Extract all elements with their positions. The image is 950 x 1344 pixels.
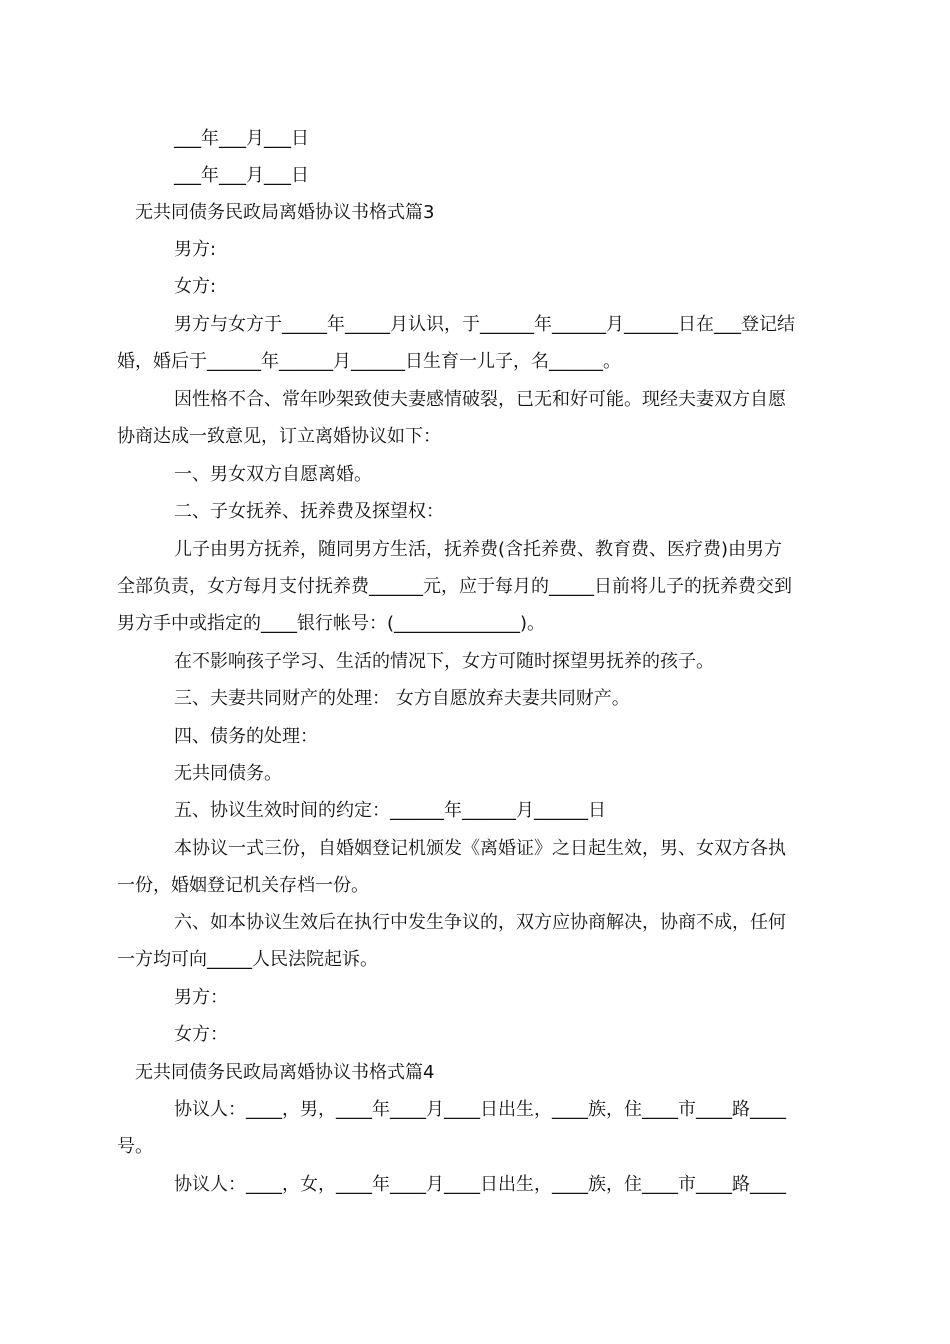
man-label: 男方: xyxy=(174,239,217,260)
custody-line-3: 男方手中或指定的____银行帐号：(______________)。 xyxy=(117,613,546,634)
paragraph-marriage-line-2: 婚，婚后于______年______月______日生育一儿子，名______。 xyxy=(117,351,621,372)
visitation-line: 在不影响孩子学习、生活的情况下，女方可随时探望男抚养的孩子。 xyxy=(174,651,714,672)
paragraph-marriage-line-1: 男方与女方于_____年_____月认识，于______年______月______日在___登记结 xyxy=(174,314,795,335)
party-1-line-1: 协议人：____，男，____年____月____日出生，____族，住____市____路____ xyxy=(174,1099,786,1120)
date-line-1: ___年___月___日 xyxy=(174,128,309,149)
no-debt-line: 无共同债务。 xyxy=(174,763,282,784)
clause-4-heading: 四、债务的处理： xyxy=(174,726,318,747)
section-heading-3: 无共同债务民政局离婚协议书格式篇3 xyxy=(135,202,435,223)
paragraph-reason-line-2: 协商达成一致意见，订立离婚协议如下： xyxy=(117,426,441,447)
man-signature-label: 男方： xyxy=(174,987,228,1008)
copies-line-2: 一份，婚姻登记机关存档一份。 xyxy=(117,875,369,896)
woman-label: 女方: xyxy=(174,276,217,297)
clause-3: 三、夫妻共同财产的处理： 女方自愿放弃夫妻共同财产。 xyxy=(174,688,630,709)
section-heading-4: 无共同债务民政局离婚协议书格式篇4 xyxy=(135,1062,435,1083)
woman-signature-label: 女方： xyxy=(174,1024,228,1045)
party-2-line-1: 协议人：____，女，____年____月____日出生，____族，住____市____路____ xyxy=(174,1174,786,1195)
clause-6-line-2: 一方均可向_____人民法院起诉。 xyxy=(117,949,378,970)
party-1-line-2: 号。 xyxy=(117,1136,153,1157)
copies-line-1: 本协议一式三份，自婚姻登记机颁发《离婚证》之日起生效，男、女双方各执 xyxy=(174,838,786,859)
paragraph-reason-line-1: 因性格不合、常年吵架致使夫妻感情破裂，已无和好可能。现经夫妻双方自愿 xyxy=(174,389,786,410)
date-line-2: ___年___月___日 xyxy=(174,165,309,186)
custody-line-2: 全部负责，女方每月支付抚养费______元，应于每月的_____日前将儿子的抚养费交到 xyxy=(117,576,792,597)
clause-2-heading: 二、子女抚养、抚养费及探望权： xyxy=(174,501,444,522)
clause-1: 一、男女双方自愿离婚。 xyxy=(174,464,372,485)
custody-line-1: 儿子由男方抚养，随同男方生活，抚养费(含托养费、教育费、医疗费)由男方 xyxy=(174,539,783,560)
clause-6-line-1: 六、如本协议生效后在执行中发生争议的，双方应协商解决，协商不成，任何 xyxy=(174,912,786,933)
clause-5: 五、协议生效时间的约定：______年______月______日 xyxy=(174,800,606,821)
